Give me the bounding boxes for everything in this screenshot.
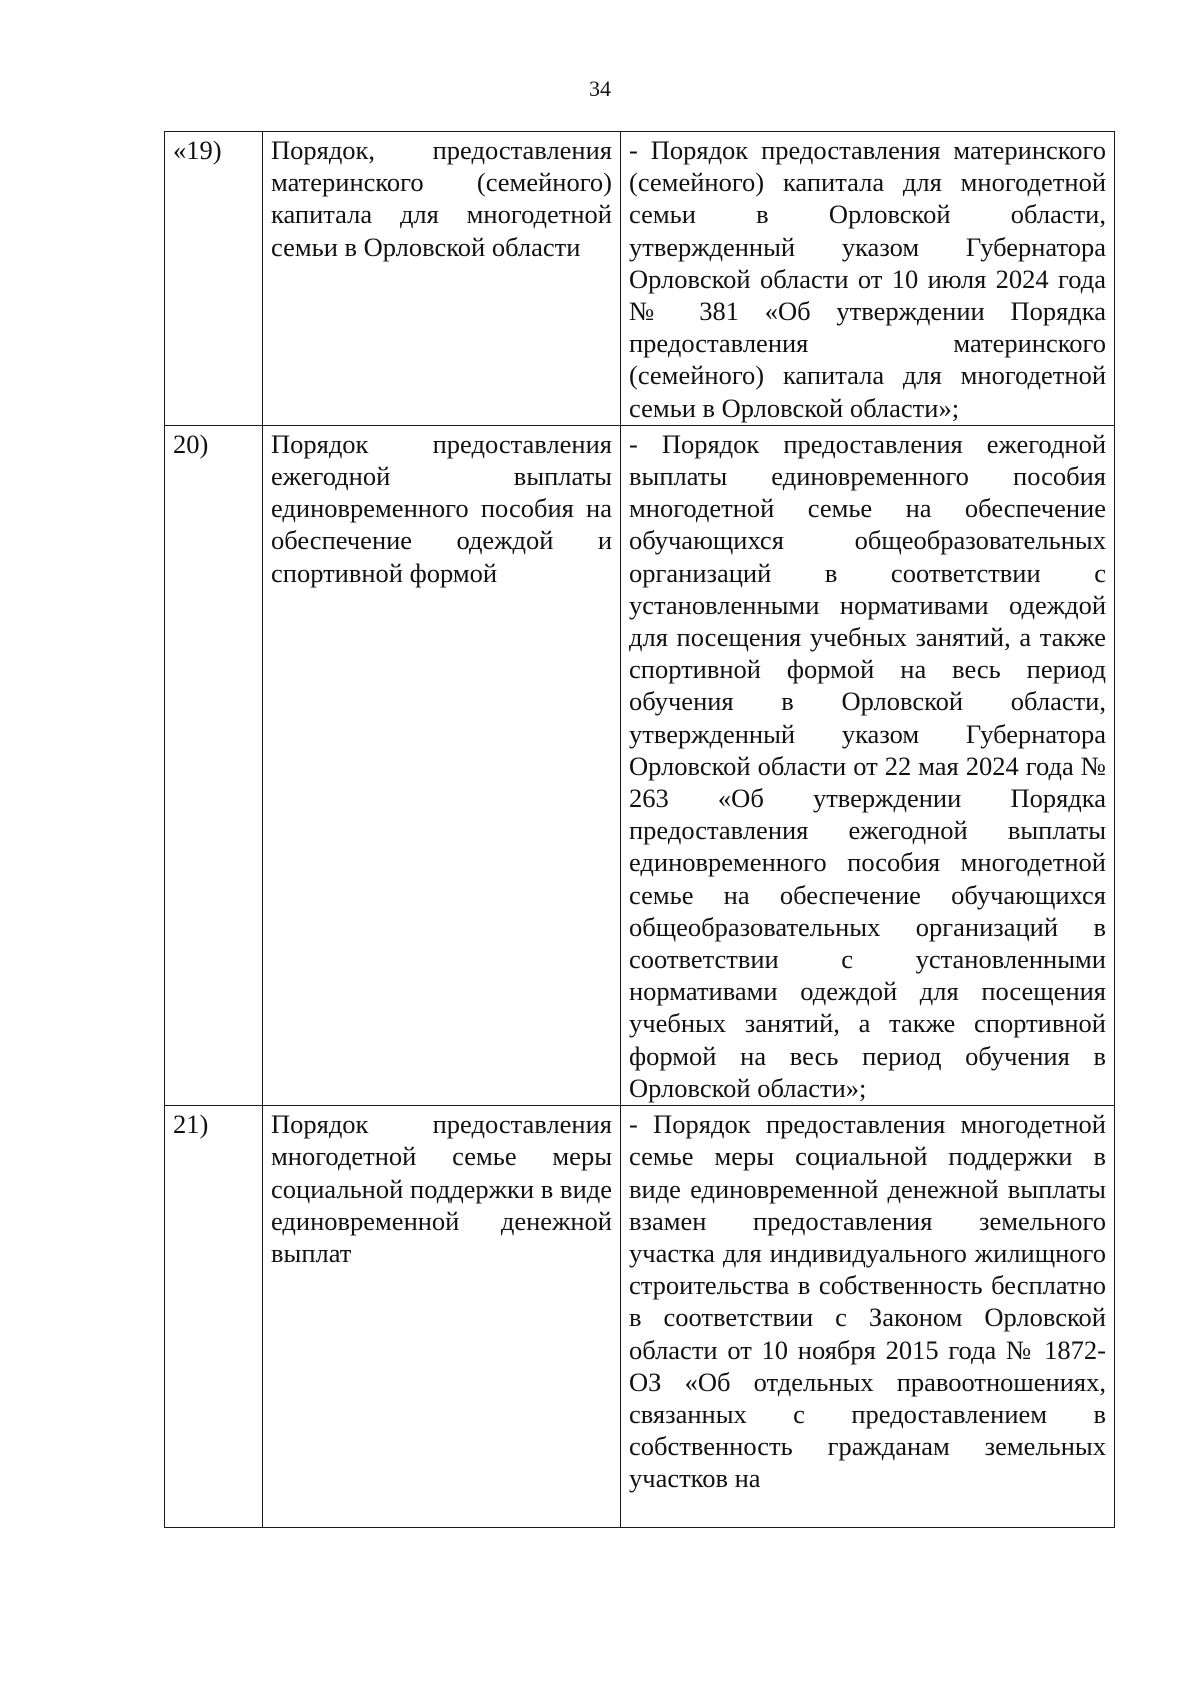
legal-basis: - Порядок предоставления многодетной семье меры социальной поддержки в виде единовременной денежной выплаты взамен предоставления земельного участка для индивидуального жилищного строительства в собственность бесплатно в соответствии с Законом Орловской области от 10 ноября 2015 года № 1872-ОЗ «Об отдельных правоотношениях, связанных с предоставлением в собственность гражданам земельных участков на (621, 1106, 1115, 1528)
table-row (165, 132, 1115, 426)
measure-name: Порядок, предоставления материнского (семейного) капитала для многодетной семьи в Орловской области (263, 132, 621, 426)
legal-basis: - Порядок предоставления ежегодной выплаты единовременного пособия многодетной семье на обеспечение обучающихся общеобразовательных организаций в соответствии с установленными нормативами одеждой для посещения учебных занятий, а также спортивной формой на весь период обучения в Орловской области, утвержденный указом Губернатора Орловской области от 22 мая 2024 года № 263 «Об утверждении Порядка предоставления ежегодной выплаты единовременного пособия многодетной семье на обеспечение обучающихся общеобразовательных организаций в соответствии с установленными нормативами одеждой для посещения учебных занятий, а также спортивной формой на весь период обучения в Орловской области»; (621, 425, 1115, 1105)
table-row (165, 1106, 1115, 1528)
row-number: 20) (165, 425, 263, 1105)
row-number: 21) (165, 1106, 263, 1528)
page-number: 34 (589, 76, 611, 101)
measure-name: Порядок предоставления многодетной семье меры социальной поддержки в виде единовременной денежной выплат (263, 1106, 621, 1528)
table-row (165, 425, 1115, 1105)
legal-basis: - Порядок предоставления материнского (семейного) капитала для многодетной семьи в Орловской области, утвержденный указом Губернатора Орловской области от 10 июля 2024 года № 381 «Об утверждении Порядка предоставления материнского (семейного) капитала для многодетной семьи в Орловской области»; (621, 132, 1115, 426)
measure-name: Порядок предоставления ежегодной выплаты единовременного пособия на обеспечение одеждой и спортивной формой (263, 425, 621, 1105)
document-table (164, 131, 1115, 1528)
row-number: «19) (165, 132, 263, 426)
